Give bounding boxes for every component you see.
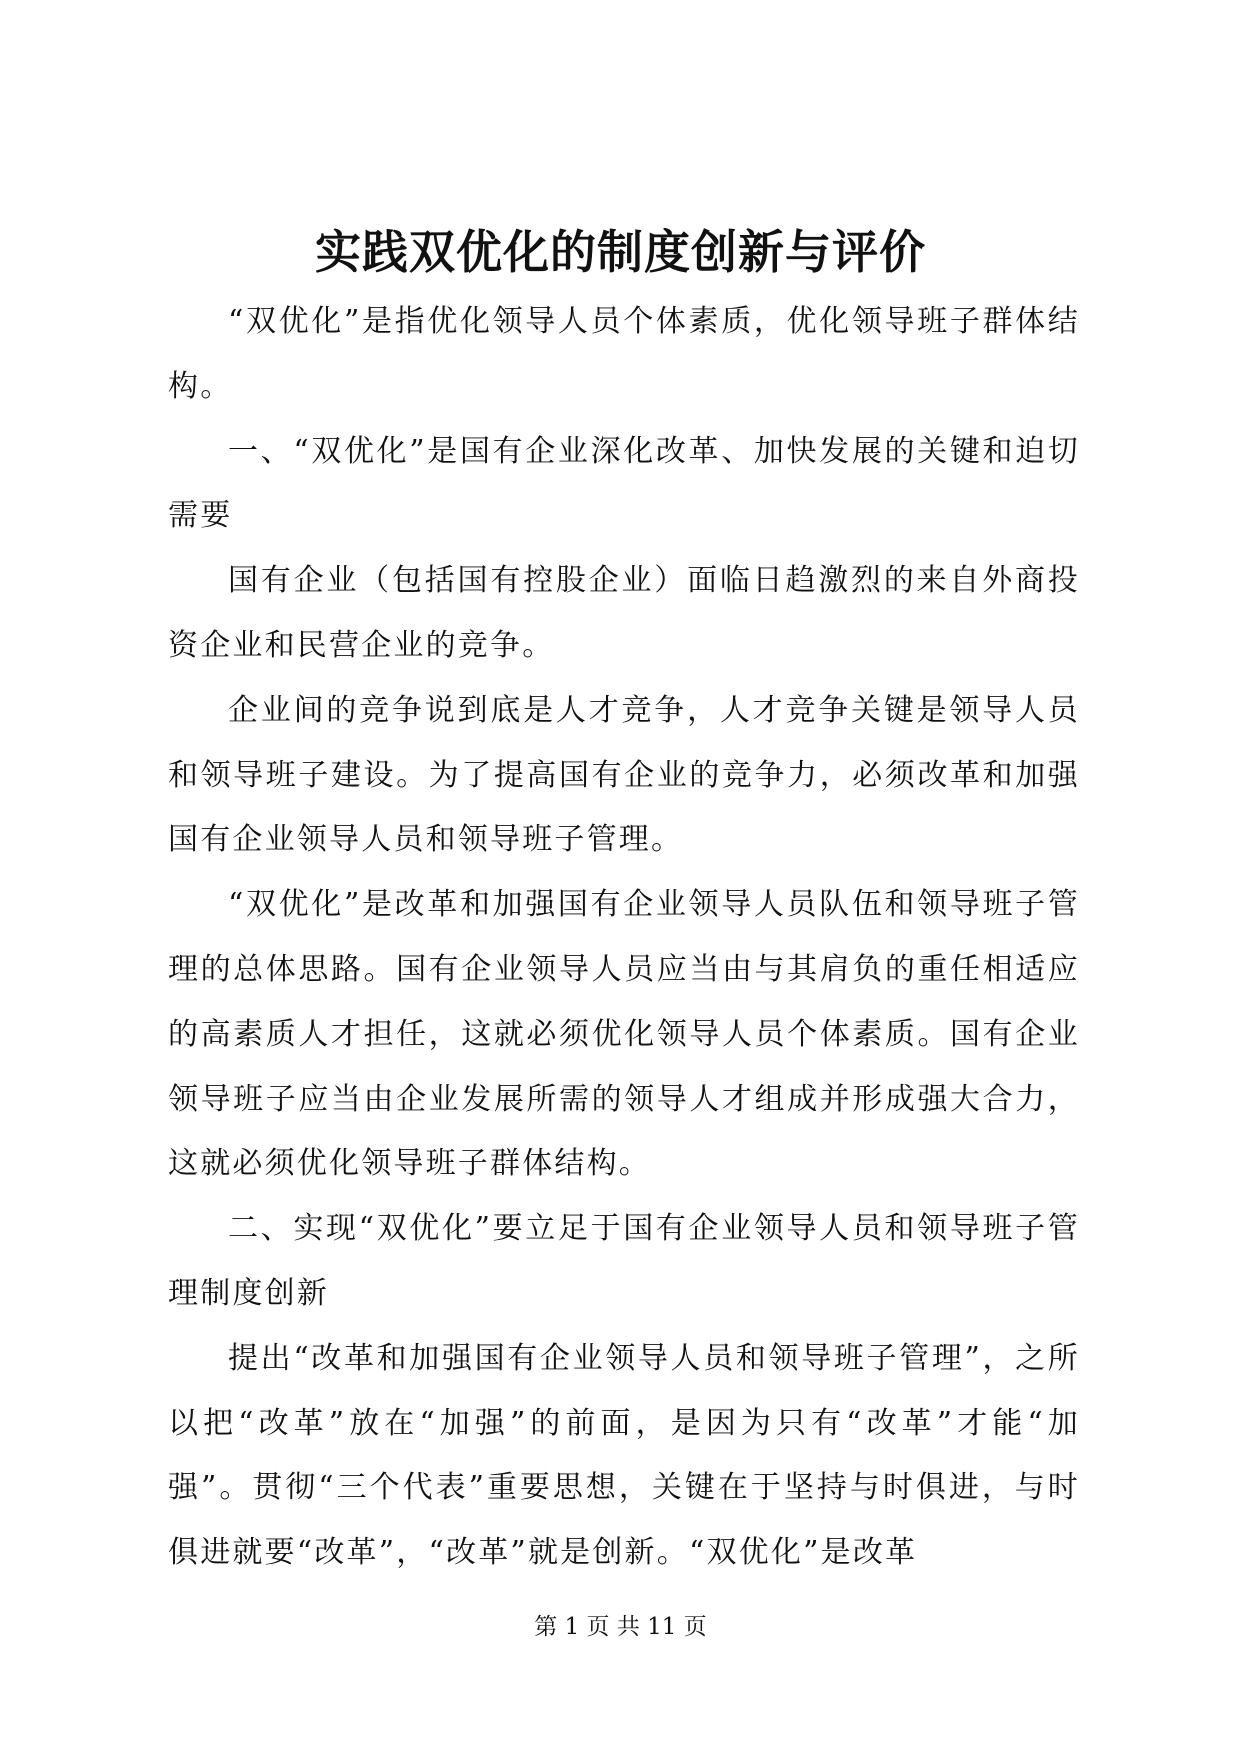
paragraph: 企业间的竞争说到底是人才竞争，人才竞争关键是领导人员和领导班子建设。为了提高国有企业的竞争力，必须改革和加强国有企业领导人员和领导班子管理。	[168, 692, 1080, 858]
paragraph: “双优化”是指优化领导人员个体素质，优化领导班子群体结构。	[168, 304, 1080, 404]
document-body	[168, 290, 1080, 1586]
paragraph: “双优化”是改革和加强国有企业领导人员队伍和领导班子管理的总体思路。国有企业领导人员应当由与其肩负的重任相适应的高素质人才担任，这就必须优化领导人员个体素质。国有企业领导班子应当由企业发展所需的领导人才组成并形成强大合力，这就必须优化领导班子群体结构。	[168, 887, 1080, 1182]
paragraph: 提出“改革和加强国有企业领导人员和领导班子管理”，之所以把“改革”放在“加强”的前面，是因为只有“改革”才能“加强”。贯彻“三个代表”重要思想，关键在于坚持与时俱进，与时俱进就要“改革”，“改革”就是创新。“双优化”是改革	[168, 1340, 1080, 1571]
section-heading: 二、实现“双优化”要立足于国有企业领导人员和领导班子管理制度创新	[168, 1211, 1080, 1311]
document-title: 实践双优化的制度创新与评价	[315, 225, 926, 279]
section-heading: 一、“双优化”是国有企业深化改革、加快发展的关键和迫切需要	[168, 433, 1080, 534]
paragraph: 国有企业（包括国有控股企业）面临日趋激烈的来自外商投资企业和民营企业的竞争。	[168, 563, 1080, 663]
page-number-footer: 第 1 页 共 11 页	[534, 1614, 707, 1640]
